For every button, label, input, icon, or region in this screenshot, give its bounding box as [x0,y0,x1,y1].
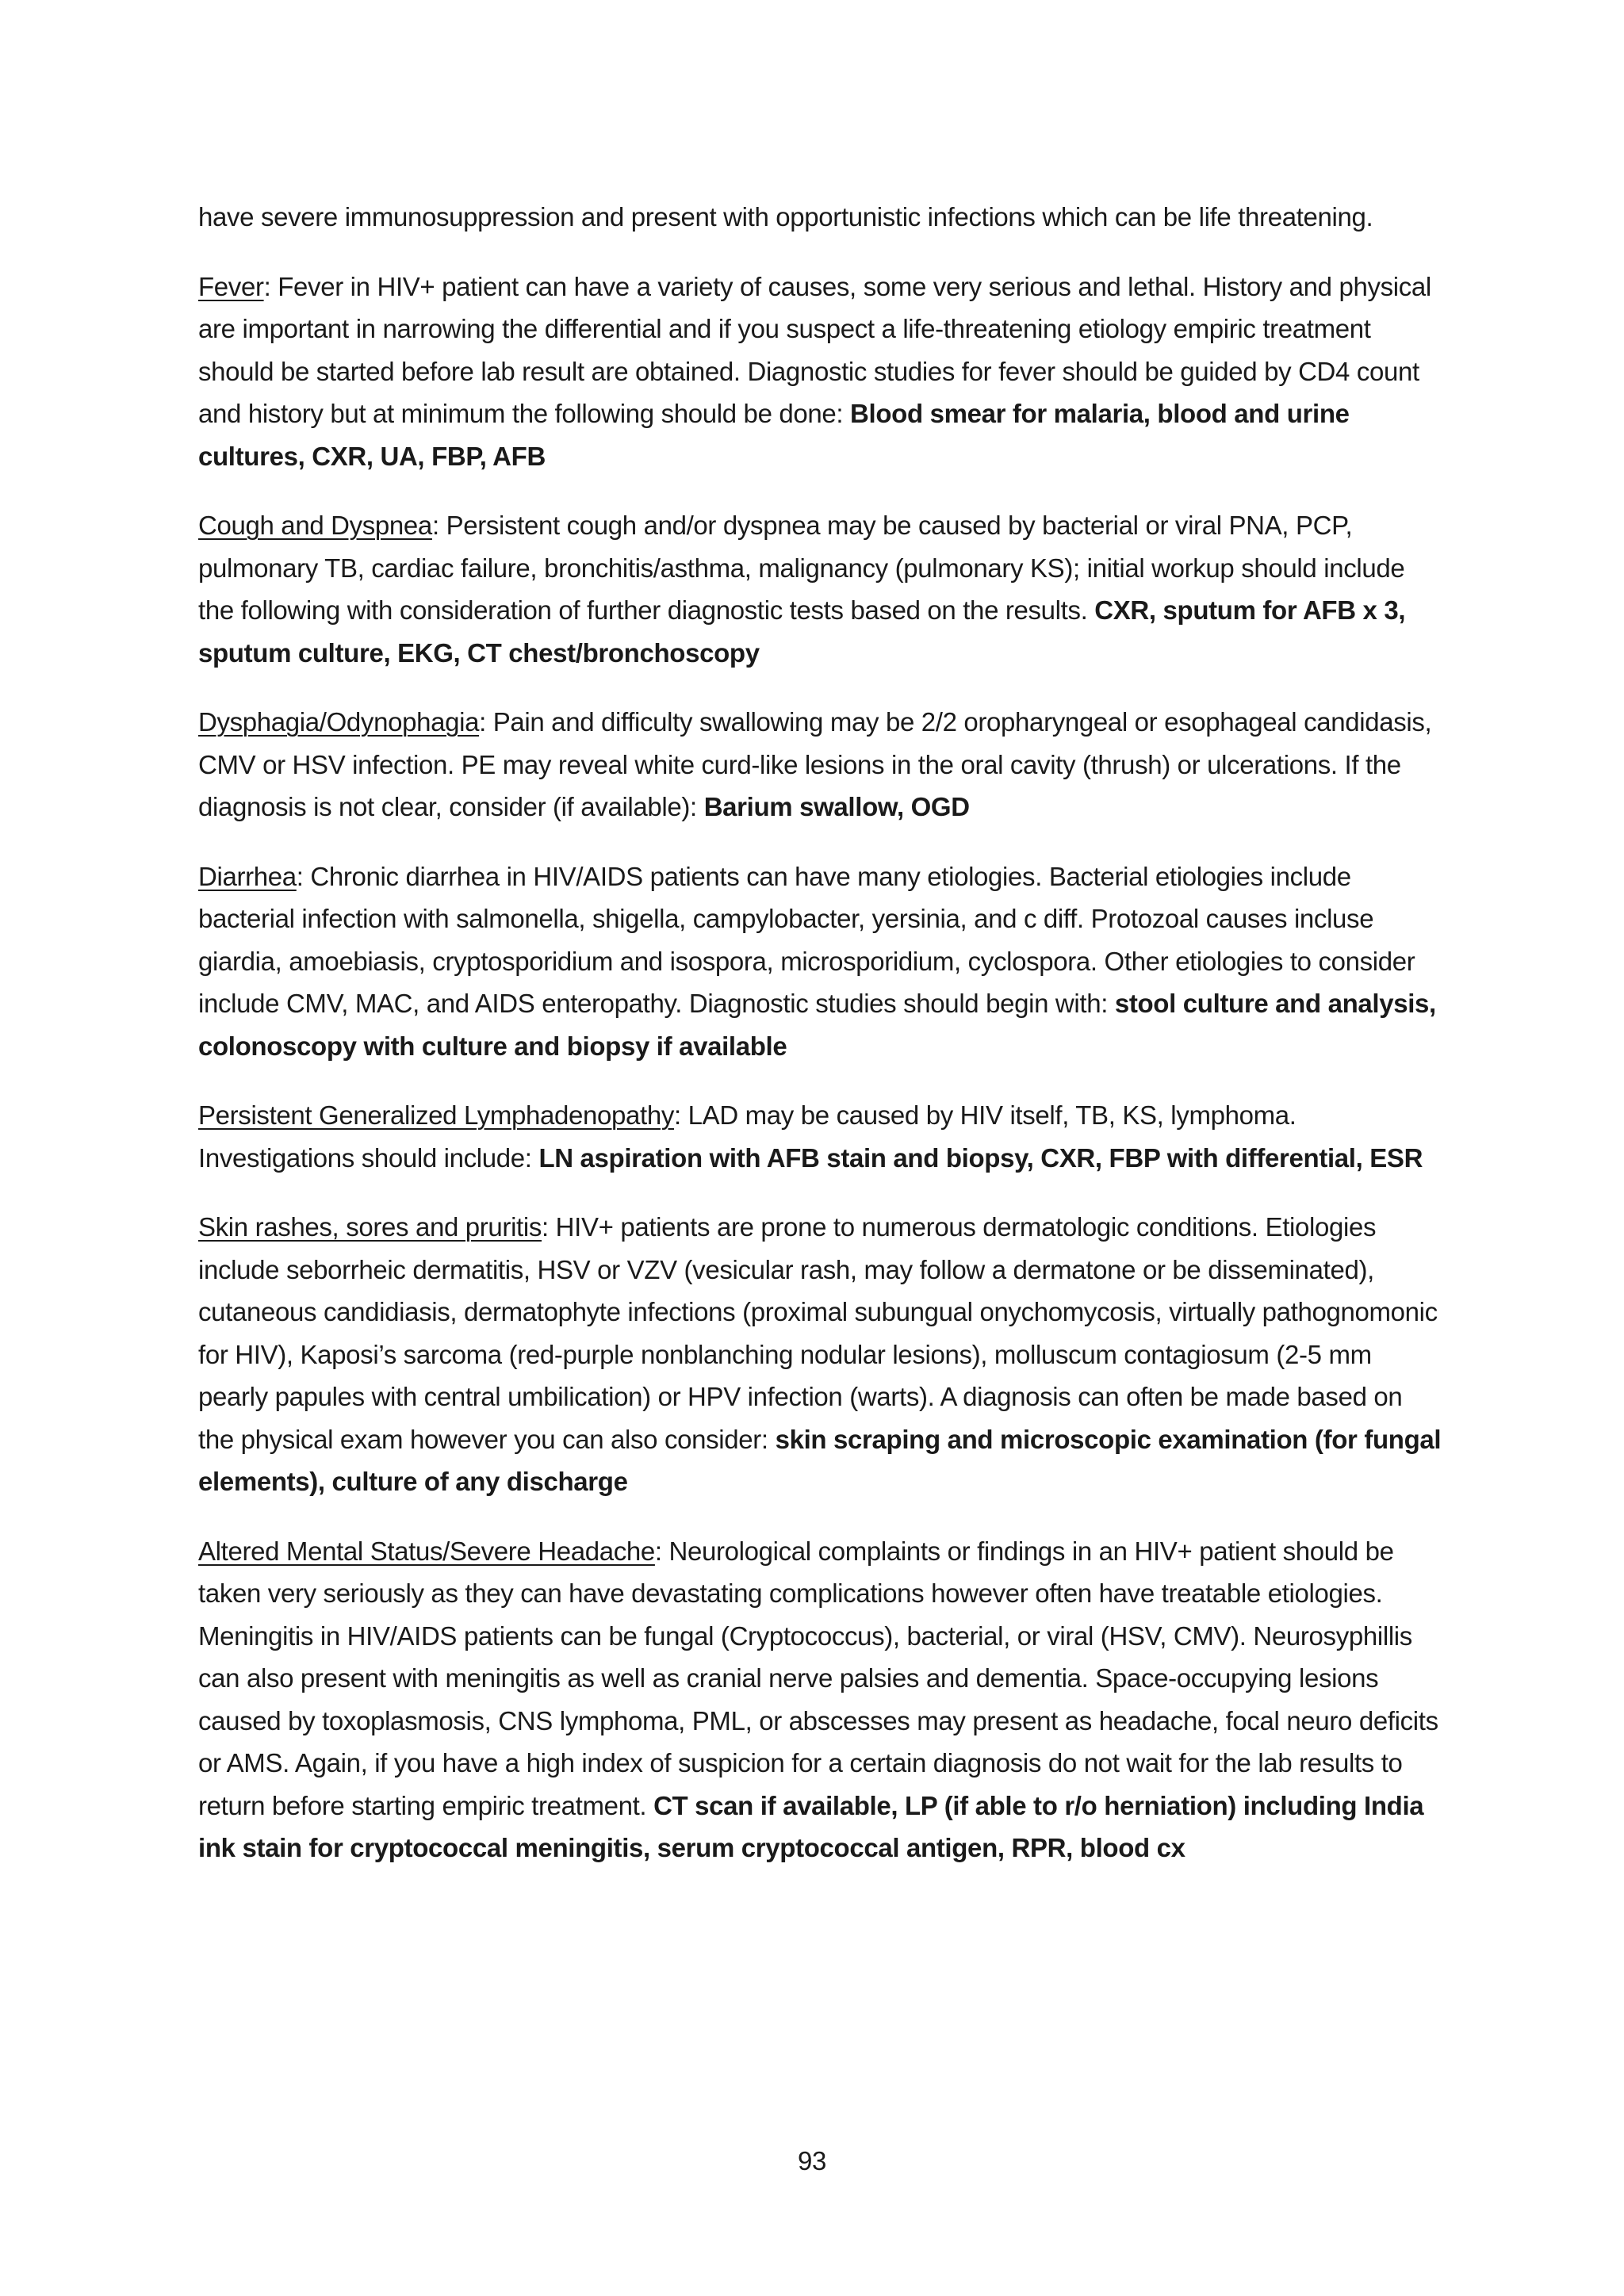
section-separator: : [296,861,311,891]
section-fever [198,266,1443,478]
section-body: HIV+ patients are prone to numerous dermatologic conditions. Etiologies include seborrheic dermatitis, HSV or VZV (vesicular rash, may follow a dermatone or be disseminated), cutaneous candidiasis, dermatophyte infections (proximal subungual onychomycosis, virtually pathognomonic for HIV), Kaposi’s sarcoma (red-purple nonblanching nodular lesions), molluscum contagiosum (2-5 mm pearly papules with central umbilication) or HPV infection (warts). A diagnosis can often be made based on the physical exam however you can also consider: [198,1212,1438,1454]
intro-text: have severe immunosuppression and present with opportunistic infections which can be life threatening. [198,202,1373,232]
section-body: Persistent cough and/or dyspnea may be caused by bacterial or viral PNA, PCP, pulmonary TB, cardiac failure, bronchitis/asthma, malignancy (pulmonary KS); initial workup should include the following with consideration of further diagnostic tests based on the results. [198,511,1405,625]
section-heading: Dysphagia/Odynophagia [198,707,480,737]
section-diagnostics: Barium swallow, OGD [703,792,970,821]
section-diagnostics: CXR, sputum for AFB x 3, sputum culture, EKG, CT chest/bronchoscopy [198,595,1406,668]
intro-paragraph [198,196,1443,239]
section-separator: : [654,1536,669,1566]
section-separator: : [263,271,278,301]
section-lymphadenopathy [198,1094,1443,1179]
section-body: Chronic diarrhea in HIV/AIDS patients can have many etiologies. Bacterial etiologies include bacterial infection with salmonella, shigella, campylobacter, yersinia, and c diff. Protozoal causes incluse giardia, amoebiasis, cryptosporidium and isospora, microsporidium, cyclospora. Other etiologies to consider include CMV, MAC, and AIDS enteropathy. Diagnostic studies should begin with: [198,861,1415,1018]
section-diagnostics: skin scraping and microscopic examination (for fungal elements), culture of any discharge [198,1424,1442,1496]
section-separator: : [674,1100,688,1130]
section-separator: : [479,707,493,737]
section-heading: Persistent Generalized Lymphadenopathy [198,1100,675,1130]
section-diagnostics: stool culture and analysis, colonoscopy with culture and biopsy if available [198,989,1436,1061]
section-skin-rashes [198,1206,1443,1503]
section-heading: Fever [198,271,264,301]
section-separator: : [431,511,446,540]
section-heading: Altered Mental Status/Severe Headache [198,1536,655,1566]
section-body: LAD may be caused by HIV itself, TB, KS, lymphoma. Investigations should include: [198,1100,1297,1173]
section-body: Fever in HIV+ patient can have a variety of causes, some very serious and lethal. History and physical are important in narrowing the differential and if you suspect a life-threatening etiology empiric treatment should be started before lab result are obtained. Diagnostic studies for fever should be guided by CD4 count and history but at minimum the following should be done: [198,271,1431,428]
section-dysphagia [198,701,1443,828]
section-separator: : [542,1212,556,1242]
section-heading: Skin rashes, sores and pruritis [198,1212,542,1242]
section-heading: Cough and Dyspnea [198,511,432,540]
section-diagnostics: LN aspiration with AFB stain and biopsy, CXR, FBP with differential, ESR [538,1142,1423,1173]
section-body: Neurological complaints or findings in an HIV+ patient should be taken very seriously as they can have devastating complications however often have treatable etiologies. Meningitis in HIV/AIDS patients can be fungal (Cryptococcus), bacterial, or viral (HSV, CMV). Neurosyphillis can also present with meningitis as well as cranial nerve palsies and dementia. Space-occupying lesions caused by toxoplasmosis, CNS lymphoma, PML, or abscesses may present as headache, focal neuro deficits or AMS. Again, if you have a high index of suspicion for a certain diagnosis do not wait for the lab results to return before starting empiric treatment. [198,1536,1438,1820]
page-number: 93 [797,2146,826,2175]
section-diagnostics: CT scan if available, LP (if able to r/o herniation) including India ink stain for cryptococcal meningitis, serum cryptococcal antigen, RPR, blood cx [198,1790,1424,1862]
section-heading: Diarrhea [198,861,297,891]
section-diagnostics: Blood smear for malaria, blood and urine cultures, CXR, UA, FBP, AFB [198,399,1350,471]
section-altered-mental-status [198,1530,1443,1869]
section-diarrhea [198,855,1443,1068]
section-cough-dyspnea [198,504,1443,674]
section-body: Pain and difficulty swallowing may be 2/2 oropharyngeal or esophageal candidasis, CMV or HSV infection. PE may reveal white curd-like lesions in the oral cavity (thrush) or ulcerations. If the diagnosis is not clear, consider (if available): [198,707,1432,821]
page-content [198,196,1443,1896]
